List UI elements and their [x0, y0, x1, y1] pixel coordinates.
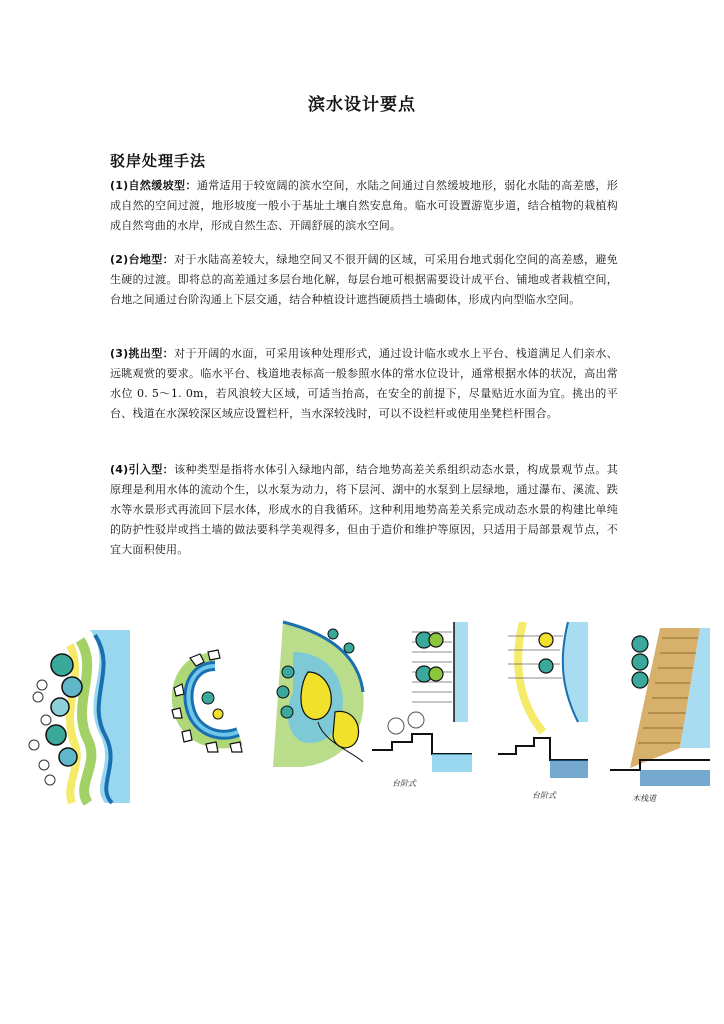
paragraph-text: 该种类型是指将水体引入绿地内部，结合地势高差关系组织动态水景，构成景观节点。其原理是利用水体的流动个生，以水泵为动力，将下层河、湖中的水泵到上层绿地，通过瀑布、溪流、跌水等水景形式再流回下层水体，形成水的自我循环。这种利用地势高差关系完成动态水景的构建比单纯的防护性驳岸或挡土墙的做法要科学美观得多，但由于造价和维护等原因，只适用于局部景观节点，不宜大面积使用。: [110, 463, 618, 556]
sketch-island-pond: [263, 612, 373, 772]
sketch-inlet-pool: [160, 648, 270, 758]
sketch-caption: 台阶式: [392, 779, 416, 788]
paragraph-lead: (2)台地型：: [110, 253, 175, 266]
sketch-caption: 台阶式: [532, 791, 556, 800]
sketch-gentle-slope: [20, 625, 130, 805]
paragraph-text: 对于水陆高差较大，绿地空间又不很开阔的区域，可采用台地式弱化空间的高差感，避免生硬的过渡。即将总的高差通过多层台地化解，每层台地可根据需要设计成平台、铺地或者栽植空间，台地之间通过台阶沟通上下层交通，结合种植设计遮挡硬质挡土墙砌体，形成内向型临水空间。: [110, 253, 618, 306]
sketch-terrace-plan: [372, 622, 472, 774]
sketch-caption: 木栈道: [632, 794, 656, 803]
paragraph-lead: (3)挑出型：: [110, 347, 175, 360]
paragraph-lead: (1)自然缓坡型：: [110, 179, 197, 192]
sketch-terrace-curve: [488, 622, 588, 782]
paragraph-text: 通常适用于较宽阔的滨水空间，水陆之间通过自然缓坡地形，弱化水陆的高差感，形成自然的空间过渡，地形坡度一般小于基址土壤自然安息角。临水可设置游览步道，结合植物的栽植构成自然弯曲的水岸，形成自然生态、开阔舒展的滨水空间。: [110, 179, 618, 232]
section-heading: 驳岸处理手法: [110, 152, 207, 170]
sketch-boardwalk: [610, 628, 710, 788]
paragraph-inlet: [110, 460, 618, 560]
paragraph-text: 对于开阔的水面，可采用该种处理形式，通过设计临水或水上平台、栈道满足人们亲水、远眺观赏的要求。临水平台、栈道地表标高一般参照水体的常水位设计，通常根据水体的状况，高出常水位 0. 5～1. 0m，若风浪较大区域，可适当抬高，在安全的前提下，尽量贴近水面为宜。挑出的平台、栈道在水深较深区域应设置栏杆，当水深较浅时，可以不设栏杆或使用坐凳栏杆围合。: [110, 347, 618, 420]
paragraph-gentle-slope: [110, 176, 618, 236]
page-title: 滨水设计要点: [308, 95, 416, 115]
paragraph-lead: (4)引入型：: [110, 463, 175, 476]
paragraph-cantilever: [110, 344, 618, 424]
paragraph-terrace: [110, 250, 618, 310]
